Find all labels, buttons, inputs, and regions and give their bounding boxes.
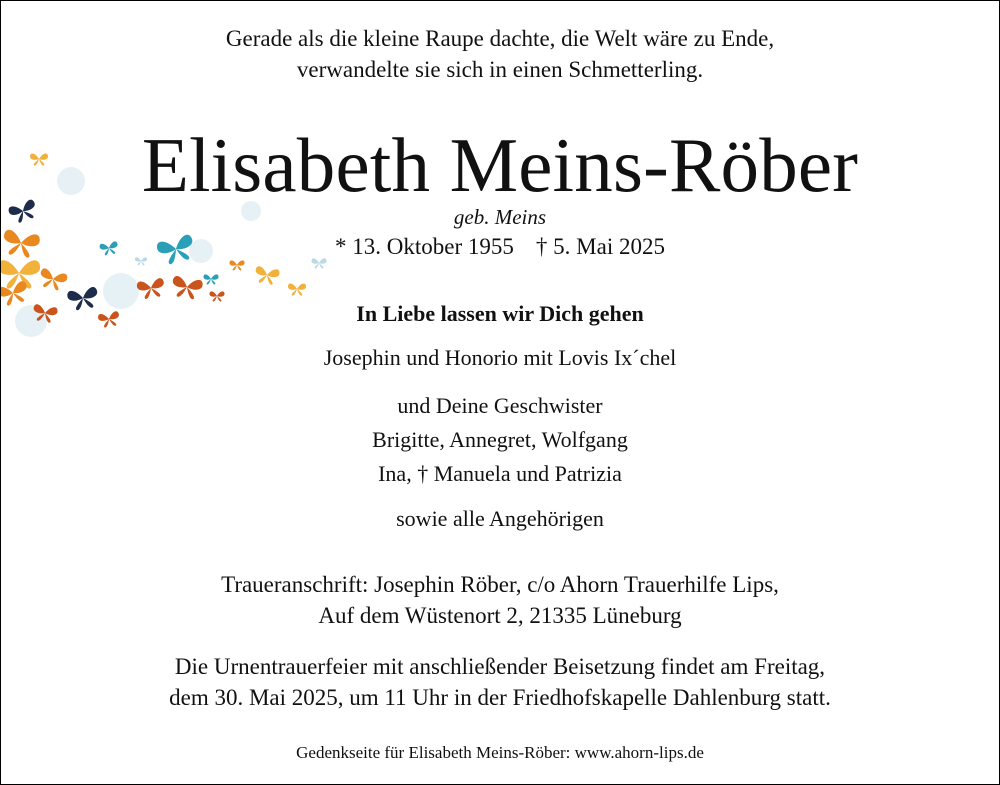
- death-date: † 5. Mai 2025: [535, 234, 665, 259]
- ceremony-info: [1, 651, 999, 713]
- address-line: Auf dem Wüstenort 2, 21335 Lüneburg: [318, 603, 682, 628]
- mourning-address: [1, 569, 999, 631]
- birth-name: geb. Meins: [453, 205, 547, 229]
- quote-line: Gerade als die kleine Raupe dachte, die Welt wäre zu Ende,: [225, 26, 775, 51]
- mourners-line: Ina, † Manuela und Patrizia: [378, 461, 622, 486]
- ceremony-line: dem 30. Mai 2025, um 11 Uhr in der Friedhofskapelle Dahlenburg statt.: [169, 685, 831, 710]
- ceremony-line: Die Urnentrauerfeier mit anschließender Beisetzung findet am Freitag,: [174, 654, 826, 679]
- birth-date: * 13. Oktober 1955: [335, 234, 514, 259]
- quote: [1, 23, 999, 85]
- mourners-line: Brigitte, Annegret, Wolfgang: [372, 427, 628, 452]
- memorial-page-note: Gedenkseite für Elisabeth Meins-Röber: www.ahorn-lips.de: [296, 743, 704, 762]
- mourners-line: sowie alle Angehörigen: [396, 506, 604, 531]
- life-dates: [1, 231, 999, 263]
- deceased-name: Elisabeth Meins-Röber: [141, 122, 859, 208]
- mourners-line: Josephin und Honorio mit Lovis Ix´chel: [323, 345, 677, 370]
- mourners-intro: In Liebe lassen wir Dich gehen: [356, 301, 644, 326]
- quote-line: verwandelte sie sich in einen Schmetterling.: [296, 57, 704, 82]
- address-line: Traueranschrift: Josephin Röber, c/o Ahorn Trauerhilfe Lips,: [221, 572, 779, 597]
- mourners-line: und Deine Geschwister: [397, 393, 603, 418]
